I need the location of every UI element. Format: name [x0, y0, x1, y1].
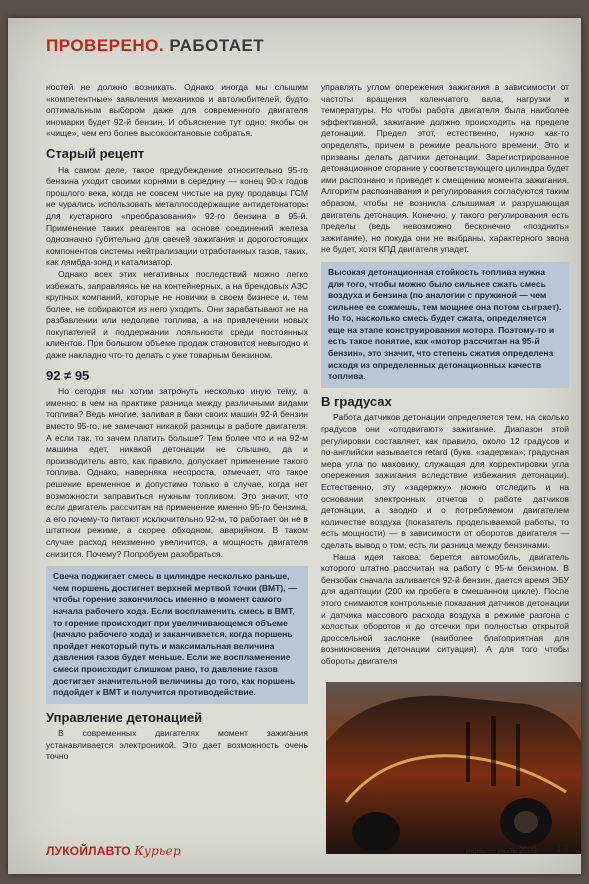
heading-detonation-control: Управление детонацией	[46, 709, 203, 725]
heading-old-recipe: Старый рецепт	[46, 145, 145, 161]
paragraph: Работа датчиков детонации определяется тем, на сколько градусов они «отодвигают» зажигание. Диапазон этой регулировки составляет, как правило, около 12 градусов и по-английски называется retard (букв. «задержка»; градусная мера угла по маховику, служащая для корректировки угла опережения зажигания вследствие избежания детонации). Естественно, эту «задержку» можно отследить и на основании электронных отчетов о работе датчиков детонации, а заодно и о потребляемом двигателем количестве воздуха (показатель проделываемой работы, то есть мощности) — в зависимости от оборотов двигателя — сделать вывод о том, есть ли разница между бензинами.	[321, 412, 569, 550]
magazine-page	[8, 18, 581, 874]
logo-avto: АВТО	[96, 844, 131, 858]
paragraph: На самом деле, такое предубеждение относительно 95-го бензина уходит своими корнями в середину — конец 90-х годов прошлого века, когда не совсем чистые на руку продавцы ГСМ не чурались использовать металлосодержащие антидетонаторы для кустарного «преобразования» 92-го бензина в 95-й. Применение таких реагентов на основе соединений железа однозначно губительно для свечей зажигания и дорогостоящих компонентов системы нейтрализации отработанных газов, таких, как лямбда-зонд и катализатор.	[46, 164, 308, 268]
paragraph: Но сегодня мы хотим затронуть несколько иную тему, а именно: в чем на практике разница между различными видами топлива? Ведь многие, заливая в баки своих машин 92-й бензин вместо 95-го, не замечают никакой разницы в работе двигателя. А если так, то зачем платить больше? Тем более что и на 92-м машина едет, никакой детонации не слышно, да и производитель авто, как правило, допускает применение такого топлива. Однако, наверняка неспроста, отмечает, что такое решение временное и допустимо только в случае, когда нет возможности заправиться нужным топливом. Это значит, что если двигатель рассчитан на применение именно 95-го бензина, а его почему-то питают исключительно 92-м, то работает он не в штатном режиме, а скорее обходном, аварийном. В таком случае расход неизменно увеличится, а мощность двигателя снизится. Почему? Попробуем разобраться.	[46, 386, 308, 559]
callout-box: Свеча поджигает смесь в цилиндре несколько раньше, чем поршень достигнет верхней мертвой точки (ВМТ), — чтобы горение закончилось именно в момент самого начала рабочего хода. Если воспламенить смесь в ВМТ, то горение происходит при увеличивающемся объеме (начало рабочего хода) и заканчивается, когда поршень пройдет некоторый путь и максимальная величина давления газов будет меньше. Если же воспламенение смеси происходит слишком рано, то давление газов достигает значительной величины до того, как поршень подойдет к ВМТ и получится противодействие.	[46, 566, 308, 704]
paragraph: управлять углом опережения зажигания в зависимости от частоты вращения коленчатого вала, нагрузки и температуры. Но чтобы работа двигателя была наиболее эффективной, зажигание должно происходить на пределе детонации. Предел этот, естественно, нужно как-то определять, причем в режиме реального времени. Это и призваны делать датчики детонации. Зарегистрированное детонационное сгорание у соответствующего цилиндра будет ими распознано и приведет к смещению момента зажигания. Алгоритм распознавания и регулирования согласуются таким образом, чтобы не возникла слышимая и разрушающая двигатель детонация. Конечно, у такого регулирования есть пределы (ведь невозможно бесконечно «позднить» зажигание), но покуда они не выбраны, характерного звона не будет, хотя КПД двигателя упадет.	[321, 82, 569, 255]
section-header	[46, 36, 264, 56]
logo-kurier: Курьер	[134, 844, 181, 858]
page-number: 13	[556, 843, 569, 855]
paragraph: В современных двигателях момент зажигания устанавливается электроникой. Это дает возможность очень точно	[46, 728, 308, 762]
car-illustration	[326, 682, 581, 854]
issue-date: июнь — июль 2009	[466, 846, 537, 855]
car-photo	[326, 682, 581, 854]
logo-lukoil: ЛУКОЙЛ	[46, 844, 97, 858]
left-column	[46, 82, 308, 763]
right-column	[321, 82, 569, 668]
callout-box: Высокая детонационная стойкость топлива нужна для того, чтобы можно было сильнее сжать смесь воздуха и бензина (по аналогии с пружиной — чем сильнее ее сожмешь, тем мощнее она потом сыграет). Но то, насколько смесь будет сжата, определяется еще на этапе конструирования мотора. Поэтому-то и есть такое понятие, как «мотор рассчитан на 95-й бензин», это значит, что степень сжатия определена исходя из определенных детонационных качеств топлива.	[321, 262, 569, 388]
heading-92-vs-95: 92 ≠ 95	[46, 367, 90, 383]
header-accent: ПРОВЕРЕНО.	[46, 36, 165, 55]
paragraph: Однако всех этих негативных последствий можно легко избежать, заправляясь не на контейнерных, а на брендовых АЗС крупных компаний, которые не новички в своем бизнесе и, тем более, не собираются из него уходить. Они зарабатывают не на разбавлении или недоливе топлива, а на привлечении новых покупателей и поддержании лояльности среди постоянных клиентов. При большом объеме продаж становится невыгодно и даже накладно что-то делать с уже товарным бензином.	[46, 268, 308, 361]
paragraph: Наша идея такова: берется автомобиль, двигатель которого штатно рассчитан на работу с 95-м бензином. В бензобак сначала заливается 92-й бензин, дается время ЭБУ для адаптации (200 км пробега в смешанном цикле). После этого снимаются контрольные показания датчиков детонации и датчика массового расхода воздуха в режиме разгона с холостых оборотов и до отсечки при полностью открытой дроссельной заслонке (наиболее благоприятная для возникновения детонации ситуация). А для того чтобы обороты двигателя	[321, 551, 569, 666]
magazine-logo	[46, 844, 181, 858]
header-rest: РАБОТАЕТ	[169, 36, 265, 55]
intro-paragraph: ностей не должно возникать. Однако иногда мы слышим «компетентные» заявления механиков и автолюбителей, будто оптимальным выбором даже для современного двигателя иномарки будет 92-й бензин. И объяснение тут одно: якобы он «чище», чем его более высокооктановые собратья.	[46, 82, 308, 139]
heading-in-degrees: В градусах	[321, 393, 392, 409]
